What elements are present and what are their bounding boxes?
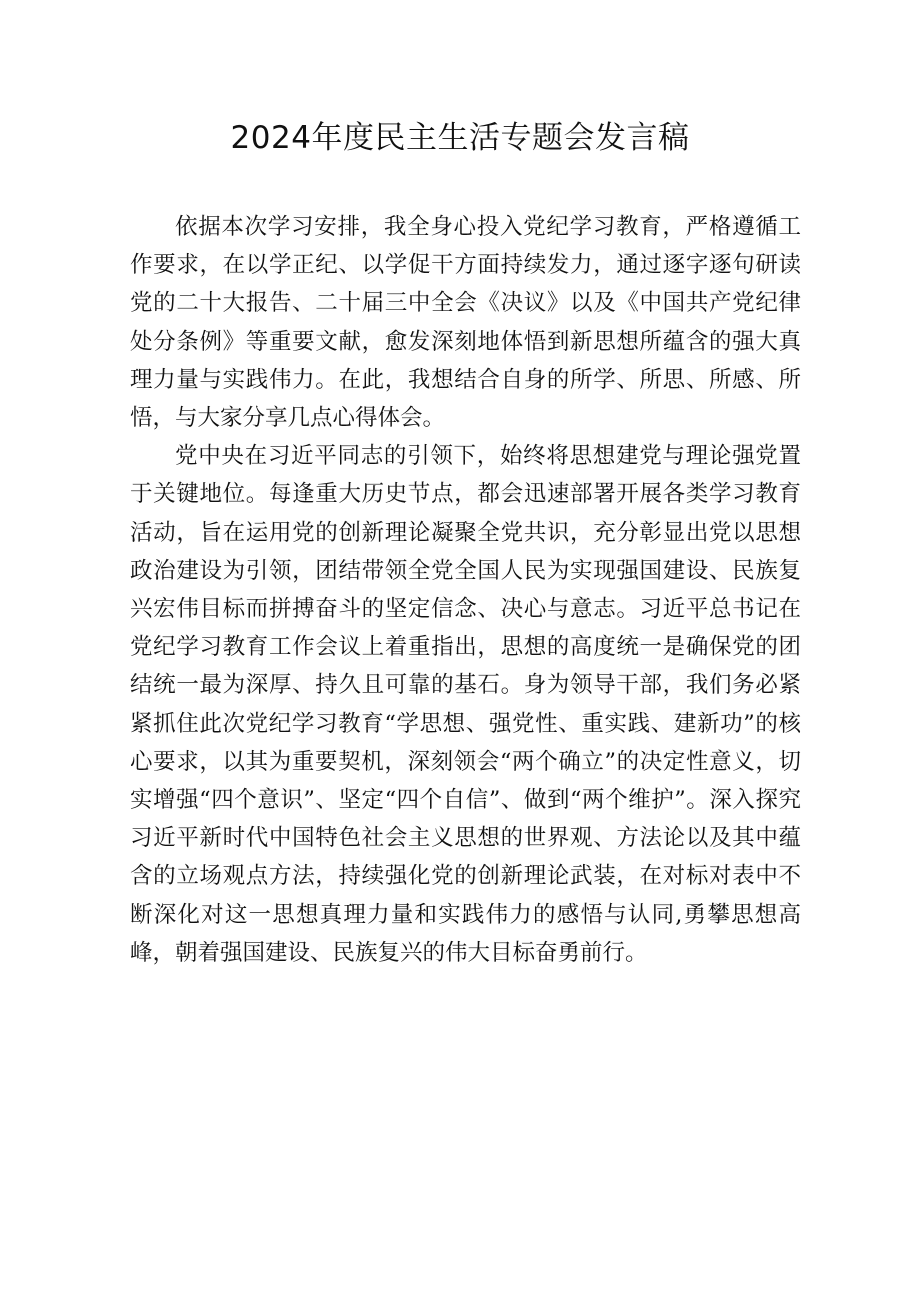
document-body bbox=[130, 208, 801, 972]
paragraph: 依据本次学习安排，我全身心投入党纪学习教育，严格遵循工作要求，在以学正纪、以学促干方面持续发力，通过逐字逐句研读党的二十大报告、二十届三中全会《决议》以及《中国共产党纪律处分条例》等重要文献，愈发深刻地体悟到新思想所蕴含的强大真理力量与实践伟力。在此，我想结合自身的所学、所思、所感、所悟，与大家分享几点心得体会。 bbox=[130, 214, 801, 432]
paragraph: 党中央在习近平同志的引领下，始终将思想建党与理论强党置于关键地位。每逢重大历史节点，都会迅速部署开展各类学习教育活动，旨在运用党的创新理论凝聚全党共识，充分彰显出党以思想政治建设为引领，团结带领全党全国人民为实现强国建设、民族复兴宏伟目标而拼搏奋斗的坚定信念、决心与意志。习近平总书记在党纪学习教育工作会议上着重指出，思想的高度统一是确保党的团结统一最为深厚、持久且可靠的基石。身为领导干部，我们务必紧紧抓住此次党纪学习教育“学思想、强党性、重实践、建新功”的核心要求，以其为重要契机，深刻领会“两个确立”的决定性意义，切实增强“四个意识”、坚定“四个自信”、做到“两个维护”。深入探究习近平新时代中国特色社会主义思想的世界观、方法论以及其中蕴含的立场观点方法，持续强化党的创新理论武装，在对标对表中不断深化对这一思想真理力量和实践伟力的感悟与认同,勇攀思想高峰，朝着强国建设、民族复兴的伟大目标奋勇前行。 bbox=[130, 443, 801, 966]
document-title: 2024年度民主生活专题会发言稿 bbox=[230, 120, 690, 156]
